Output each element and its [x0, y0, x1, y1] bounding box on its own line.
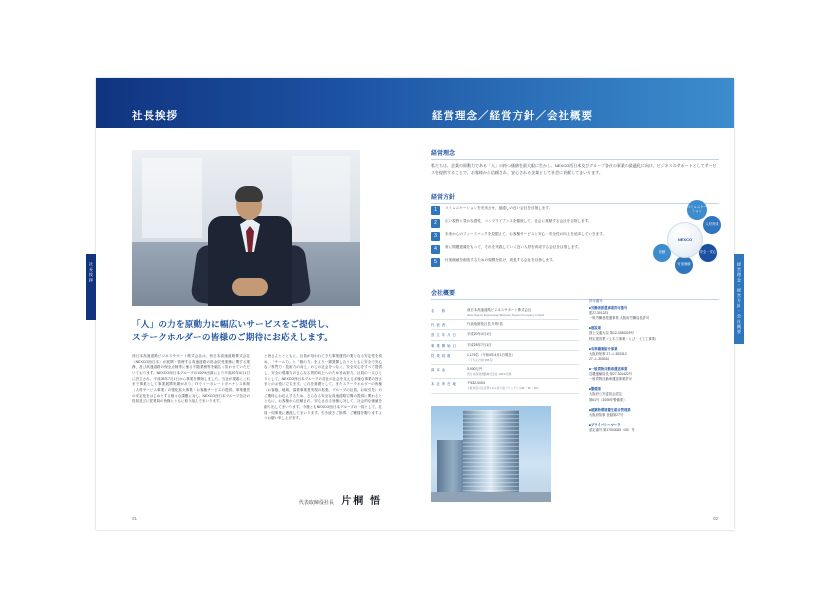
photo-panel-right [292, 156, 350, 242]
president-photo [132, 150, 360, 306]
headquarters-photo [431, 406, 551, 502]
side-tab-left-label: 社長挨拶 [89, 262, 94, 283]
licence-line: 国土交通大臣 第12-0330029号 [589, 331, 634, 336]
side-tab-right-label: 経営理念・経営方針・会社概要 [737, 262, 742, 335]
section-title-policy: 経営方針 [431, 192, 719, 204]
licence-head: ■プライバシーマーク [589, 422, 621, 427]
diagram-node-5: 信頼 [653, 244, 671, 262]
photo-hair [235, 186, 263, 202]
policy-item [431, 219, 647, 228]
policy-text: 常に問題意識をもって、それを実践していく良い人材を育成する会社を目指します。 [445, 245, 582, 249]
licence-line: 一般貨物自動車運送事業許可 [589, 377, 632, 382]
row-value-sub: West Nippon Expressway Business Support Company Limited [467, 313, 545, 318]
right-page [415, 128, 734, 530]
row-value-sub: 大阪市淀川区宮原1-6-1 新大阪ブリックビル8F・9F・11F [467, 386, 539, 391]
table-row [431, 341, 579, 351]
section-title-philosophy: 経営理念 [431, 148, 719, 160]
row-key: 設立年月日 [431, 333, 458, 338]
licence-item [589, 306, 719, 321]
row-key: 名 称 [431, 309, 448, 313]
greeting-column-1: 西日本高速道路ビジネスサポート株式会社は、西日本高速道路株式会社（NEXCO西日本）が展開・管理する高速道路の料金収受業務に関する業務、及び高速道路の保全点検等に係る不随業務等を幅広く担わせていただいております。NEXCO西日本グループの100%出資により平成20年4月1日に設立され、平成28年7月1日から事業を開始しました。当社が果敢にこれまで事業として事業展開実績があり、ITでコーポレートガバナンス体制（人材サービス事業）の強化拡大事業・お客様サービスの提供、事業運営の安定化をはじめとする様々な課題に対し、NEXCO西日本グループ各社の役員並びに従業員の皆様とともに取り組んでまいります。 [132, 354, 250, 404]
table-row [431, 379, 579, 393]
licence-head: ■有料職業紹介事業 [589, 346, 618, 351]
licence-line: 大阪府公安委員会認定 [589, 392, 622, 397]
licence-head: ■警備業 [589, 387, 601, 392]
policy-number: 3 [431, 232, 440, 241]
licence-item [589, 408, 719, 418]
policy-number: 5 [431, 258, 440, 267]
policy-list [431, 206, 647, 271]
section-title-company: 会社概要 [431, 288, 719, 300]
table-row [431, 351, 579, 365]
licence-item [589, 347, 719, 362]
philosophy-body: 私たちは、企業の原動力である「人」の持つ価値を最大限に生かし、NEXCO西日本及びグループ各社の事業の最適化に向け、ビジネスのサポートとしてサービスを提供することで、お客様から信頼され、安心される企業として社会に貢献してまいります。 [431, 163, 717, 176]
lead-statement [132, 318, 382, 345]
row-value-sub: （うち正社員 384名） [467, 357, 495, 362]
brochure-spread [89, 78, 742, 530]
building-tower [463, 410, 519, 502]
licences-list [589, 306, 719, 438]
row-key: 代表者 [431, 323, 448, 328]
diagram-node-3: 安全・安心 [699, 244, 717, 262]
greeting-body [132, 354, 382, 480]
building-ground [431, 492, 551, 502]
folio-right: 02 [712, 516, 718, 521]
licence-line: 一般労働者派遣事業 大阪府労働局長許可 [589, 316, 650, 321]
row-value [467, 381, 579, 390]
diagram-node-2: 人材育成 [703, 216, 721, 234]
policy-number: 4 [431, 245, 440, 254]
licence-line: 派27-301223 [589, 311, 609, 316]
row-value: 平成28年7月1日 [467, 342, 492, 347]
signature-role: 代表取締役社長 [298, 500, 334, 506]
policy-text: コミュニケーションを充実させ、風通しの良い会社を目指します。 [445, 206, 553, 210]
licences-title: 許可番号 [589, 299, 603, 303]
licence-line: 特定建設業（土木工事業・とび・土工工事業） [589, 336, 659, 341]
licence-line: 大阪府知事 27-ユ-300310 [589, 351, 627, 356]
diagram-node-4: 付加価値 [675, 256, 693, 274]
signature-name: 片桐 悟 [341, 496, 382, 507]
table-row [431, 330, 579, 340]
row-value [467, 308, 579, 317]
row-value: 代表取締役社長 片桐 悟 [467, 322, 503, 327]
left-page [96, 128, 415, 530]
table-row [431, 365, 579, 379]
photo-panel-left [142, 158, 202, 238]
policy-number: 2 [431, 219, 440, 228]
policy-number: 1 [431, 206, 440, 215]
licence-line: 大阪府知事 登録第27号 [589, 412, 624, 417]
diagram-node-1: コミュニケーション [687, 200, 707, 220]
policy-text: 未来からのフィードバックを見据えて、お客様サービスと安心・安全性の向上を追求していきます。 [445, 232, 606, 236]
table-row [431, 320, 579, 330]
row-key: 事業開始日 [431, 343, 458, 348]
licence-item [589, 326, 719, 341]
policy-text: 広い視野と豊かな感性、コンプライアンスを徹底して、社会に貢献する会社を目指します。 [445, 219, 592, 223]
licence-item [589, 423, 719, 433]
greeting-column-2: と皆さんととともに、社員が培われてきた事業運営の要となる安定性を高め、「チーム力」と「個の力」をより一層発揮し合うとともに安全で安心な「専門力・技術力の向上」のこの社会をつなぐ、安全安心をすべて提供し、安全の現場力のさらなる質的向上へのたゆまぬ努力、社員の一人ひとりとして、NEXCO西日本グループの各社の社会を支える多様な事業の皆さまとのお役に立ちます。これを基礎として、またステークホルダーの皆様（お客様、地域、協業事業者実現の拡張、グループの社員、お取引先）のご期待にお応えするため、さらなる安全な高速道路空間の提供に関わるとともに、お客様から信頼され、安心される皆様に対して、社会的な価値を創り出してまいります。今後ともNEXCO西日本グループの一員として、社員一同事業に邁進してまいります。引き続きご指導、ご鞭撻を賜りますようお願い申し上げます。 [264, 354, 382, 421]
table-row [431, 306, 579, 320]
side-tab-left [86, 254, 96, 320]
licence-head: ■労働者派遣事業許可番号 [589, 306, 628, 310]
licence-head: ■建築物環境衛生総合管理業 [589, 407, 631, 412]
photo-hands [232, 278, 268, 296]
policy-item [431, 258, 647, 267]
row-key: 資本金 [431, 367, 448, 372]
policy-item [431, 232, 647, 241]
folio-left: 01 [132, 516, 138, 521]
licence-line: 27-ユ-300310 [589, 356, 610, 361]
signature-block [262, 492, 382, 507]
licence-item [589, 367, 719, 382]
header-band [96, 78, 734, 128]
licence-line: 認定番号 第17003025（05）号 [589, 427, 635, 432]
licence-line: 近畿運輸局長 第27-301422号 [589, 372, 633, 377]
policy-item [431, 245, 647, 254]
lead-line-1: 「人」の力を原動力に幅広いサービスをご提供し、 [132, 319, 335, 329]
row-value [467, 367, 579, 376]
row-value: 平成20年4月1日 [467, 332, 492, 337]
licence-line: 第61号（2005年警備業） [589, 397, 627, 402]
philosophy-diagram [651, 200, 721, 276]
row-value-main: 西日本高速道路ビジネスサポート株式会社 [467, 308, 532, 312]
policy-text: 付加価値を創造するための規模を拡げ、成長する会社を目指します。 [445, 258, 556, 262]
lead-line-2: ステークホルダーの皆様のご期待にお応えします。 [132, 332, 334, 343]
policy-item [431, 206, 647, 215]
row-value-sub: 西日本高速道路株式会社 100%出資 [467, 372, 512, 377]
diagram-center-logo: NEXCO [667, 222, 703, 258]
licence-head: ■一般貨物自動車運送事業 [589, 366, 628, 371]
licence-item [589, 387, 719, 402]
row-value-main: 3,000万円 [467, 366, 483, 371]
licence-head: ■建設業 [589, 326, 601, 331]
left-page-title: 社長挨拶 [132, 110, 178, 122]
row-value [467, 353, 579, 362]
row-value-main: 〒532-0003 [467, 381, 485, 386]
side-tab-right [734, 254, 744, 344]
right-page-title: 経営理念／経営方針／会社概要 [432, 110, 593, 122]
row-key: 本社所在地 [431, 382, 458, 387]
row-key: 従業員数 [431, 353, 453, 358]
company-profile-table [431, 306, 579, 394]
row-value-main: 1,176名（令和4年4月1日現在） [467, 352, 516, 357]
